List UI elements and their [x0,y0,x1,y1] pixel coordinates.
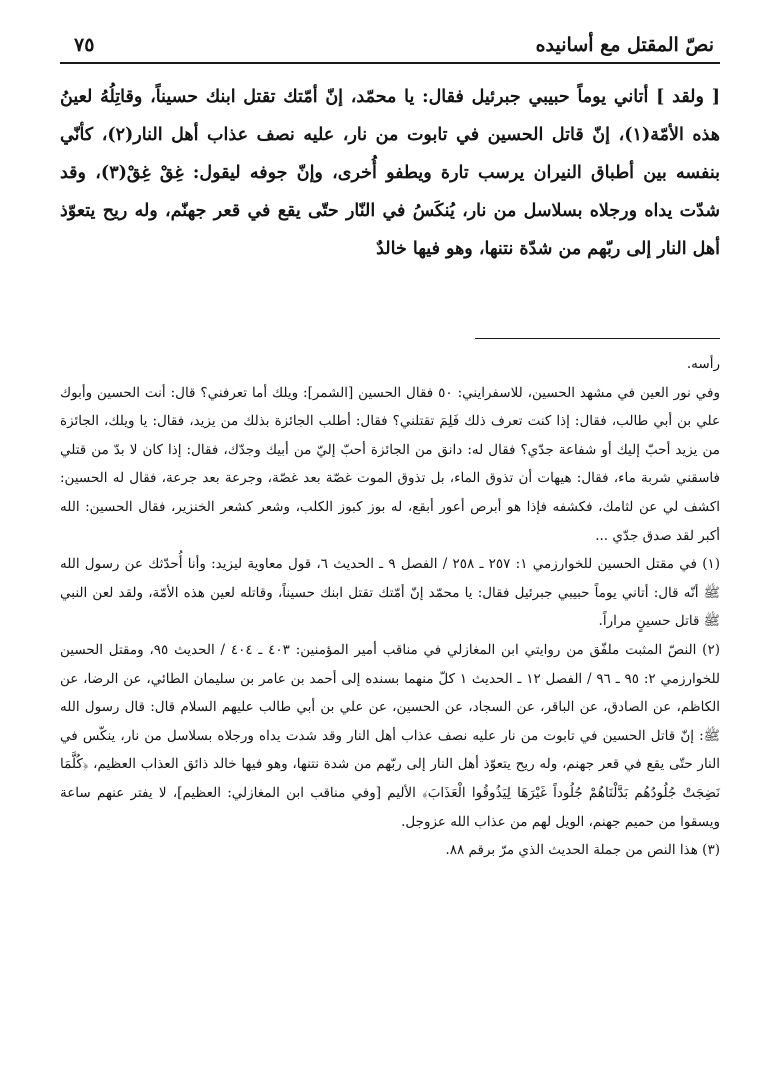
footnote-2: (٢) النصّ المثبت ملفّق من روايتي ابن المغازلي في مناقب أمير المؤمنين: ٤٠٣ ـ ٤٠٤ / الحديث ٩٥، ومقتل الحسين للخوارزمي ٢: ٩٥ ـ ٩٦ / الفصل ١٢ ـ الحديث ١ كلّ منهما بسنده إلى أحمد بن عامر بن سليمان الطائي، عن الرضا، عن الكاظم، عن الصادق، عن الباقر، عن السجاد، عن الحسين، عن علي بن أبي طالب عليهم السلام قال: قال رسول الله ﷺ: إنّ قاتل الحسين في تابوت من نار عليه نصف عذاب أهل النار وقد شدت يداه ورجلاه بسلاسل من نار، ينكّس في النار حتّى يقع في قعر جهنم، وله ريح يتعوّذ أهل النار إلى ربّهم من شدة نتنها، وهو فيها خالد ذائق العذاب العظيم، ﴿كُلَّمَا نَضِجَتْ جُلُودُهُم بَدَّلْنَاهُمْ جُلُوداً غَيْرَهَا لِيَذُوقُوا الْعَذَابَ﴾ الأليم [وفي مناقب ابن المغازلي: العظيم]، لا يفتر عنهم ساعة ويسقوا من حميم جهنم، الويل لهم من عذاب الله عزوجل. [60,641,721,830]
page-header [60,28,720,64]
main-text-block [60,78,720,268]
main-paragraph: [ ولقد ] أتاني يوماً حبيبي جبرئيل فقال: يا محمّد، إنّ أمّتك تقتل ابنك حسيناً، وقاتِلُهُ لعينُ هذه الأمّة(١)، إنّ قاتل الحسين في تابوت من نار، عليه نصف عذاب أهل النار(٢)، كأنّي بنفسه بين أطباق النيران يرسب تارة ويطفو أُخرى، وإنّ جوفه ليقول: غِقْ غِقْ(٣)، وقد شدّت يداه ورجلاه بسلاسل من نار، يُنكَسُ في النّار حتّى يقع في قعر جهنّم، وله ريح يتعوّذ أهل النار إلى ربّهم من شدّة نتنها، وهو فيها خالدٌ [60,87,721,259]
footnote-continuation-paragraph: وفي نور العين في مشهد الحسين، للاسفرايني: ٥٠ فقال الحسين [الشمر]: ويلك أما تعرفني؟ قال: أنت الحسين وأبوك علي بن أبي طالب، فقال: إذا كنت تعرف ذلك فَلِمَ تقتلني؟ فقال: أطلب الجائزة بذلك من يزيد، فقال: يا ويلك، الجائزة من يزيد أحبّ إليك أو شفاعة جدّي؟ فقال له: دانق من الجائزة أحبّ إليّ من أبيك وجدّك، فقال: إذا كان لا بدّ من قتلي فاسقني شربة ماء، فقال: هيهات أن تذوق الماء، بل تذوق الموت غصّة بعد غصّة، وجرعة بعد جرعة، فقال له الحسين: اكشف لي عن لثامك، فكشفه فإذا هو أبرص أعور أبقع، له بوز كبوز الكلب، وشعر كشعر الخنزير، فقال الحسين: الله أكبر لقد صدق جدّي ... [60,384,720,544]
footnote-3: (٣) هذا النص من جملة الحديث الذي مرّ برقم ٨٨. [445,842,720,859]
footnotes-block [60,350,720,865]
page-number: ٧٥ [74,34,95,56]
book-page [60,22,720,1062]
footnote-1: (١) في مقتل الحسين للخوارزمي ١: ٢٥٧ ـ ٢٥٨ / الفصل ٩ ـ الحديث ٦، قول معاوية ليزيد: وأنا أُحدّثك عن رسول الله ﷺ أنّه قال: أتاني يوماً حبيبي جبرئيل فقال: يا محمّد إنّ أمّتك تقتل ابنك حسيناً، وقاتله لعين هذه الأمّة، ولقد لعن النبي ﷺ قاتل حسينٍ مراراً. [60,556,721,630]
running-title: نصّ المقتل مع أسانيده [535,34,714,56]
footnote-separator [475,338,720,339]
footnote-continuation-tail: رأسه. [686,356,720,372]
